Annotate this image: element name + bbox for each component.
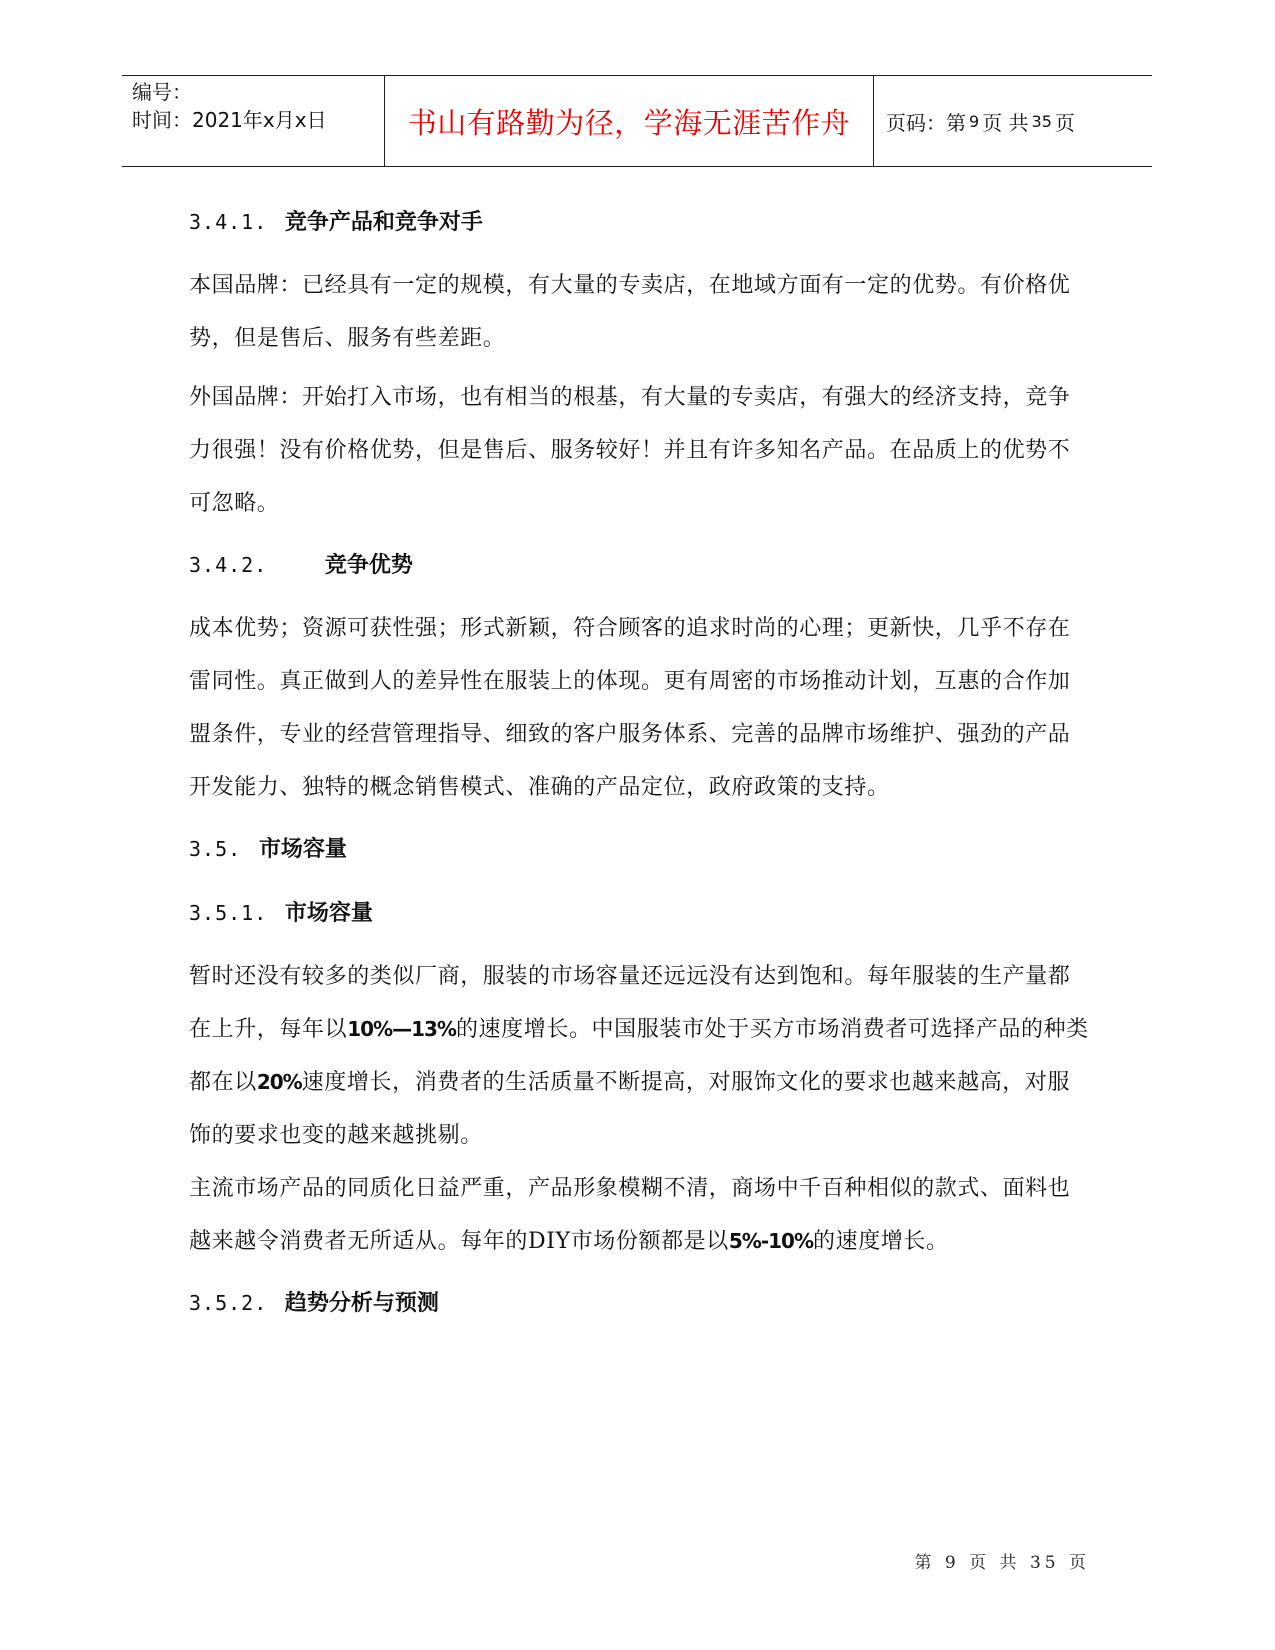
text-run: 暂时还没有较多的类似厂商，服装的市场容量还远远没有达到饱和。每年服装的生产量都在上升，每年以 bbox=[189, 964, 1071, 1042]
section-title: 市场容量 bbox=[284, 901, 373, 926]
serial-number-label: 编号： bbox=[132, 80, 192, 104]
section-number: 3.5.1. bbox=[189, 901, 268, 925]
section-heading-3-4-2 bbox=[189, 548, 1089, 578]
paragraph-foreign-brands: 外国品牌：开始打入市场，也有相当的根基，有大量的专卖店，有强大的经济支持，竞争力很强！没有价格优势，但是售后、服务较好！并且有许多知名产品。在品质上的优势不可忽略。 bbox=[189, 385, 1071, 516]
page-middle: 页 共 bbox=[982, 110, 1029, 135]
date-label: 时间：2021年x月x日 bbox=[132, 108, 327, 132]
section-number: 3.5. bbox=[189, 837, 242, 861]
section-number: 3.4.2. bbox=[189, 553, 268, 577]
section-title: 市场容量 bbox=[258, 837, 347, 862]
section-number: 3.4.1. bbox=[189, 210, 268, 234]
diy-text: DIY bbox=[528, 1229, 571, 1254]
paragraph-domestic-brands: 本国品牌：已经具有一定的规模，有大量的专卖店，在地域方面有一定的优势。有价格优势，但是售后、服务有些差距。 bbox=[189, 273, 1071, 351]
text-run: 市场份额都是以 bbox=[570, 1229, 729, 1254]
page-prefix: 页码：第 bbox=[886, 110, 966, 135]
section-title: 竞争优势 bbox=[324, 553, 413, 578]
paragraph-mainstream-market bbox=[189, 1162, 1089, 1268]
document-body bbox=[189, 205, 1089, 1316]
section-title: 趋势分析与预测 bbox=[284, 1291, 439, 1316]
growth-rate-bold: 20% bbox=[256, 1070, 302, 1094]
growth-rate-bold: 5%-10% bbox=[728, 1229, 814, 1253]
page-header bbox=[122, 75, 1152, 167]
text-run: 的速度增长。 bbox=[813, 1229, 949, 1254]
section-heading-3-5-1 bbox=[189, 896, 1089, 926]
header-motto-cell bbox=[385, 76, 874, 166]
page-suffix: 页 bbox=[1054, 110, 1075, 135]
section-heading-3-4-1 bbox=[189, 205, 1089, 235]
header-motto: 书山有路勤为径，学海无涯苦作舟 bbox=[407, 105, 851, 140]
paragraph-market-capacity bbox=[189, 950, 1089, 1162]
text-run: 的速度增长。中国服装市处于买方市场消费者可选择产品的种类都在以 bbox=[189, 1017, 1089, 1095]
section-heading-3-5-2 bbox=[189, 1286, 1089, 1316]
page-current: 9 bbox=[969, 111, 980, 131]
header-info-cell bbox=[122, 76, 385, 166]
page-total: 35 bbox=[1031, 111, 1052, 131]
section-title: 竞争产品和竞争对手 bbox=[284, 210, 483, 235]
growth-rate-bold: 10%—13% bbox=[347, 1017, 456, 1041]
page-footer: 第 9 页 共 35 页 bbox=[914, 1553, 1090, 1573]
section-heading-3-5 bbox=[189, 832, 1089, 862]
text-run: 速度增长，消费者的生活质量不断提高，对服饰文化的要求也越来越高，对服饰的要求也变的越来越挑剔。 bbox=[189, 1070, 1071, 1148]
header-page-cell bbox=[874, 76, 1152, 166]
section-number: 3.5.2. bbox=[189, 1291, 268, 1315]
paragraph-competitive-advantage: 成本优势；资源可获性强；形式新颖，符合顾客的追求时尚的心理；更新快，几乎不存在雷同性。真正做到人的差异性在服装上的体现。更有周密的市场推动计划，互惠的合作加盟条件，专业的经营管理指导、细致的客户服务体系、完善的品牌市场维护、强劲的产品开发能力、独特的概念销售模式、准确的产品定位，政府政策的支持。 bbox=[189, 616, 1071, 800]
text-run: 主流市场产品的同质化日益严重，产品形象模糊不清，商场中千百种相似的款式、面料也越来越令消费者无所适从。每年的 bbox=[189, 1176, 1071, 1254]
